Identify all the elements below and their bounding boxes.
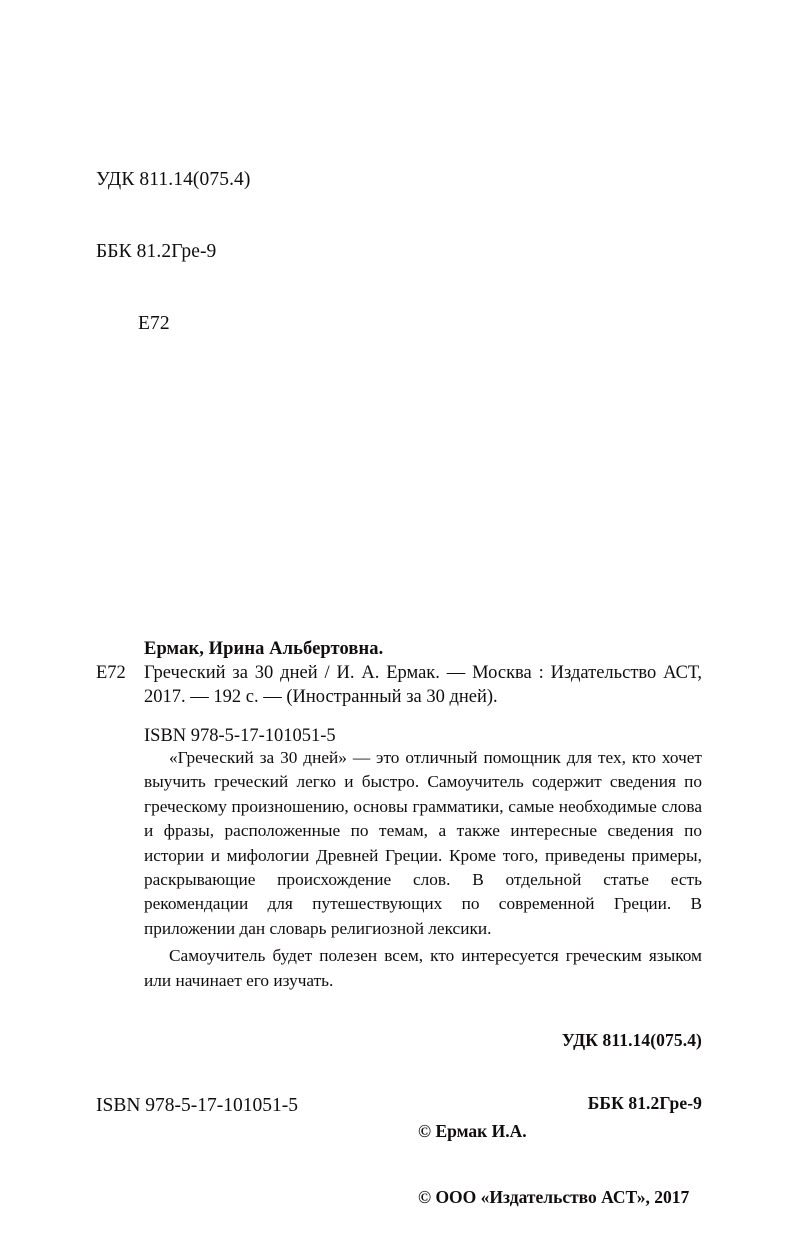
catalog-author: Ермак, Ирина Альбертовна.	[144, 639, 384, 659]
classification-block	[96, 120, 250, 384]
annotation-paragraph-2: Самоучитель будет полезен всем, кто интересуется греческим языком или начинает его изучать.	[144, 946, 702, 990]
udk-code-repeat: УДК 811.14(075.4)	[561, 1030, 702, 1050]
annotation-paragraph-1: «Греческий за 30 дней» — это отличный помощник для тех, кто хочет выучить греческий легко и быстро. Самоучитель содержит сведения по греческому произношению, основы грамматики, самые необходимые слова и фразы, расположенные по темам, а также интересные сведения по истории и мифологии Древней Греции. Кроме того, приведены примеры, раскрывающие происхождение слов. В отдельной статье есть рекомендации для путешествующих по современной Греции. В приложении дан словарь религиозной лексики.	[144, 748, 702, 938]
catalog-card	[96, 638, 702, 748]
catalog-description-line	[96, 662, 702, 709]
bbk-code: ББК 81.2Гре-9	[96, 241, 217, 262]
author-sign-code: Е72	[138, 313, 170, 334]
copyright-author: © Ермак И.А.	[418, 1121, 527, 1141]
copyright-publisher: © ООО «Издательство АСТ», 2017	[418, 1187, 690, 1207]
udk-code: УДК 811.14(075.4)	[96, 169, 251, 190]
bbk-code-repeat: ББК 81.2Гре-9	[587, 1093, 702, 1113]
catalog-index: Е72	[96, 663, 126, 683]
annotation-block	[144, 746, 702, 993]
catalog-isbn: ISBN 978-5-17-101051-5	[144, 726, 336, 746]
catalog-description: Греческий за 30 дней / И. А. Ермак. — Москва : Издательство АСТ, 2017. — 192 с. — (Иностранный за 30 дней).	[144, 663, 702, 707]
footer-copyright-block	[418, 1076, 689, 1241]
footer-isbn: ISBN 978-5-17-101051-5	[96, 1095, 299, 1116]
